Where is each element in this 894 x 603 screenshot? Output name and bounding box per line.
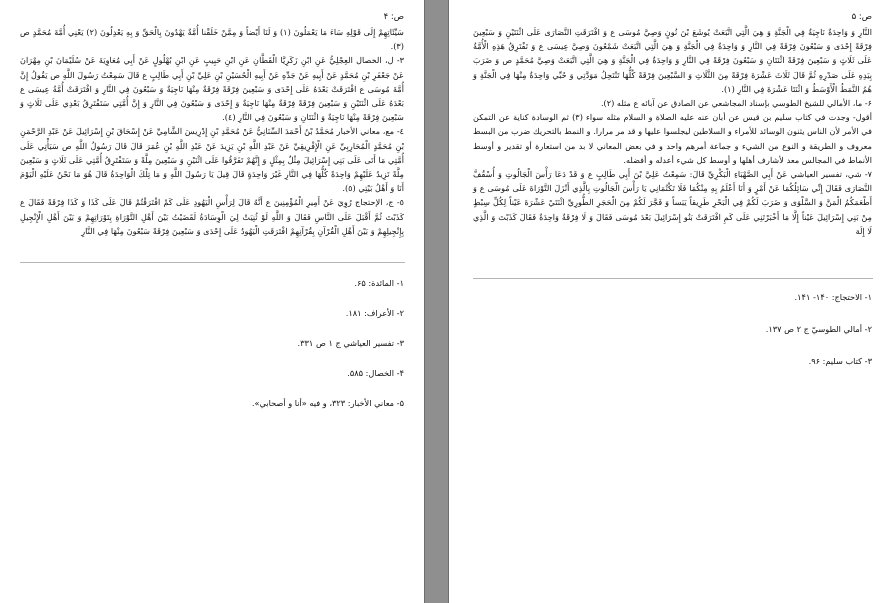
right-paragraph: ٧- شي، تفسير العياشي عَنْ أَبِي الصَّهْبَاءِ الْبَكْرِيِّ قَالَ: سَمِعْتُ عَلِيَّ بْنَ أَبِي طَالِبٍ ع وَ قَدْ دَعَا رَأْسَ الْجَالُوتِ وَ أُسْقُفَّ النَّصَارَى فَقَالَ إِنِّي سَائِلُكُمَا عَنْ أَمْرٍ وَ أَنَا أَعْلَمُ بِهِ مِنْكُمَا فَلَا تَكْتُمَانِي يَا رَأْسَ الْجَالُوتِ بِالَّذِي أَنْزَلَ التَّوْرَاةَ عَلَى مُوسَى ع وَ أَطْعَمَكُمُ الْمَنَّ وَ السَّلْوَى وَ ضَرَبَ لَكُمْ فِي الْبَحْرِ طَرِيقاً يَبَساً وَ فَجَّرَ لَكُمْ مِنَ الْحَجَرِ الطُّورِيِّ اثْنَتَيْ عَشْرَةَ عَيْناً لِكُلِّ سِبْطٍ مِنْ بَنِي إِسْرَائِيلَ عَيْناً إِلَّا مَا أَخْبَرْتَنِي عَلَى كَمِ افْتَرَقَتْ بَنُو إِسْرَائِيلَ بَعْدَ مُوسَى فَقَالَ وَ لَا فِرْقَةٌ وَاحِدَةٌ فَقَالَ كَذَبْتَ وَ الَّذِي لَا إِلَهَ [473, 169, 872, 236]
right-paragraph: أقول- وجدت في كتاب سليم بن قيس عن أبان عنه عليه الصلاة و السلام مثله سواء (٣) ثم الوسادة كناية عن التمكن في الأمر لأن الناس يثنون الوسائد للأمراء و السلاطين ليجلسوا عليها و قد مر مرارا. و النمط بالتحريك ضرب من البسط معروف و الطريقة و النوع من الشيء و جماعة أمرهم واحد و في بعض المعاني لا بد من استعارة أو تقدير و أوسط الأنماط في المجالس معد لأشارف أهلها و أوسط كل شيء أعدله و أفضله. [473, 112, 872, 165]
footnote: ۴- الخصال: ۵٨۵. [347, 368, 404, 378]
right-paragraph: النَّارِ وَ وَاحِدَةٌ نَاجِيَةٌ فِي الْجَنَّةِ وَ هِيَ الَّتِي اتَّبَعَتْ يُوشَعَ بْنَ نُونٍ وَصِيَّ مُوسَى ع وَ افْتَرَقَتِ النَّصَارَى عَلَى اثْنَتَيْنِ وَ سَبْعِينَ فِرْقَةً إِحْدَى وَ سَبْعُونَ فِرْقَةً فِي النَّارِ وَ وَاحِدَةٌ فِي الْجَنَّةِ وَ هِيَ الَّتِي اتَّبَعَتْ شَمْعُونَ وَصِيَّ عِيسَى ع وَ تَفْتَرِقُ هَذِهِ الْأُمَّةُ عَلَى ثَلَاثٍ وَ سَبْعِينَ فِرْقَةً اثْنَتَانِ وَ سَبْعُونَ فِرْقَةً فِي النَّارِ وَ وَاحِدَةٌ فِي الْجَنَّةِ وَ هِيَ الَّتِي اتَّبَعَتْ وَصِيَّ مُحَمَّدٍ ص وَ ضَرَبَ بِيَدِهِ عَلَى صَدْرِهِ ثُمَّ قَالَ ثَلَاثَ عَشْرَةَ فِرْقَةً مِنَ الثَّلَاثِ وَ السَّبْعِينَ فِرْقَةً كُلُّهَا تَنْتَحِلُ مَوَدَّتِي وَ حُبِّي وَاحِدَةٌ مِنْهَا فِي الْجَنَّةِ وَ هُمُ النَّمَطُ الْأَوْسَطُ وَ اثْنَتَا عَشْرَةَ فِي النَّارِ (١). [473, 27, 872, 94]
left-paragraph: ٤- مع، معاني الأخبار مُحَمَّدُ بْنُ أَحْمَدَ السِّنَانِيُّ عَنْ مُحَمَّدِ بْنِ إِدْرِيسَ الشَّامِيِّ عَنْ إِسْحَاقَ بْنِ إِسْرَائِيلَ عَنْ عَبْدِ الرَّحْمَنِ بْنِ مُحَمَّدٍ الْمُحَارِبِيِّ عَنِ الْإِفْرِيقِيِّ عَنْ عَبْدِ اللَّهِ بْنِ يَزِيدَ عَنْ عَبْدِ اللَّهِ بْنِ عُمَرَ قَالَ قَالَ رَسُولُ اللَّهِ ص سَيَأْتِي عَلَى أُمَّتِي مَا أَتَى عَلَى بَنِي إِسْرَائِيلَ مِثْلٌ بِمِثْلٍ وَ إِنَّهُمْ تَفَرَّقُوا عَلَى اثْنَيْنِ وَ سَبْعِينَ مِلَّةً وَ سَتَفْتَرِقُ أُمَّتِي عَلَى ثَلَاثٍ وَ سَبْعِينَ مِلَّةً تَزِيدُ عَلَيْهِمْ وَاحِدَةً كُلُّهَا فِي النَّارِ غَيْرَ وَاحِدَةٍ قَالَ قِيلَ يَا رَسُولَ اللَّهِ وَ مَا تِلْكَ الْوَاحِدَةُ قَالَ هُوَ مَا نَحْنُ عَلَيْهِ الْيَوْمَ أَنَا وَ أَهْلُ بَيْتِي (٥). [20, 126, 404, 194]
left-footnotes [20, 278, 404, 408]
footnote: ٢- أمالي الطوسيّ ج ٢ ص ١٣٧. [765, 324, 872, 334]
footnote: ١- الاحتجاج: ١۴٠- ١۴١. [794, 292, 872, 302]
left-paragraph: ٣- ل، الخصال العِجْلِيُّ عَنِ ابْنِ زَكَرِيَّا الْقَطَّانِ عَنِ ابْنِ حَبِيبٍ عَنِ ابْنِ بُهْلُولٍ عَنْ أَبِي مُعَاوِيَةَ عَنْ سُلَيْمَانَ بْنِ مِهْرَانَ عَنْ جَعْفَرِ بْنِ مُحَمَّدٍ عَنْ أَبِيهِ عَنْ جَدِّهِ عَنْ أَبِيهِ الْحُسَيْنِ بْنِ عَلِيِّ بْنِ أَبِي طَالِبٍ ع قَالَ سَمِعْتُ رَسُولَ اللَّهِ ص يَقُولُ إِنَّ أُمَّةَ مُوسَى ع افْتَرَقَتْ بَعْدَهُ عَلَى إِحْدَى وَ سَبْعِينَ فِرْقَةً فِرْقَةٌ مِنْهَا نَاجِيَةٌ وَ سَبْعُونَ فِي النَّارِ وَ افْتَرَقَتْ أُمَّةُ عِيسَى ع بَعْدَهُ عَلَى اثْنَتَيْنِ وَ سَبْعِينَ فِرْقَةً فِرْقَةٌ مِنْهَا نَاجِيَةٌ وَ إِحْدَى وَ سَبْعُونَ فِي النَّارِ وَ إِنَّ أُمَّتِي سَتَفْتَرِقُ بَعْدِي عَلَى ثَلَاثٍ وَ سَبْعِينَ فِرْقَةً مِنْهَا نَاجِيَةٌ وَ اثْنَتَانِ وَ سَبْعُونَ فِي النَّارِ (٤). [20, 55, 404, 123]
right-footnotes [473, 292, 872, 366]
footnote: ۵- معاني الأخبار: ٣٢٣، و فيه «أنا و أصحابي». [251, 398, 404, 408]
left-paragraph: سَيِّئَاتِهِمْ إِلَى قَوْلِهِ سَاءَ مَا يَعْمَلُونَ (١) وَ لَنَا أَيْضاً وَ مِمَّنْ خَلَقْنا أُمَّةٌ يَهْدُونَ بِالْحَقِّ وَ بِهِ يَعْدِلُونَ (٢) يَعْنِي أُمَّةَ مُحَمَّدٍ ص (٣). [20, 27, 404, 52]
footnote: ٣- تفسير العياشي ج ١ ص ٣٣١. [297, 338, 404, 348]
right-paragraph: ۶- ما، الأمالي للشيخ الطوسي بإسناد المجاشعي عن الصادق عن آبائه ع مثله (٢). [600, 98, 872, 109]
left-page-content [20, 12, 404, 238]
footnote-separator [473, 278, 873, 279]
footnote: ٣- كتاب سليم: ٩۶. [808, 356, 872, 366]
right-page-number: ص: ۵ [851, 12, 872, 22]
left-page [0, 0, 425, 603]
left-paragraph: ٥- ج، الإحتجاج رُوِيَ عَنْ أَمِيرِ الْمُؤْمِنِينَ ع أَنَّهُ قَالَ لِرَأْسِ الْيَهُودِ عَلَى كَمْ افْتَرَقْتُمْ قَالَ عَلَى كَذَا وَ كَذَا فِرْقَةً فَقَالَ ع كَذَبْتَ ثُمَّ أَقْبَلَ عَلَى النَّاسِ فَقَالَ وَ اللَّهِ لَوْ ثُنِيَتْ لِيَ الْوِسَادَةُ لَقَضَيْتُ بَيْنَ أَهْلِ التَّوْرَاةِ بِتَوْرَاتِهِمْ وَ بَيْنَ أَهْلِ الْإِنْجِيلِ بِإِنْجِيلِهِمْ وَ بَيْنَ أَهْلِ الْقُرْآنِ بِقُرْآنِهِمْ افْتَرَقَتِ الْيَهُودُ عَلَى إِحْدَى وَ سَبْعِينَ فِرْقَةً سَبْعُونَ مِنْهَا فِي النَّارِ [20, 197, 404, 236]
footnote-separator [20, 262, 405, 263]
footnote: ١- المائدة: ۶۵. [354, 278, 404, 288]
right-page-content [473, 12, 872, 238]
left-page-number: ص: ۴ [383, 12, 404, 22]
footnote: ٢- الأعراف: ١٨١. [345, 308, 404, 318]
right-page [448, 0, 894, 603]
page-gutter [426, 0, 447, 603]
